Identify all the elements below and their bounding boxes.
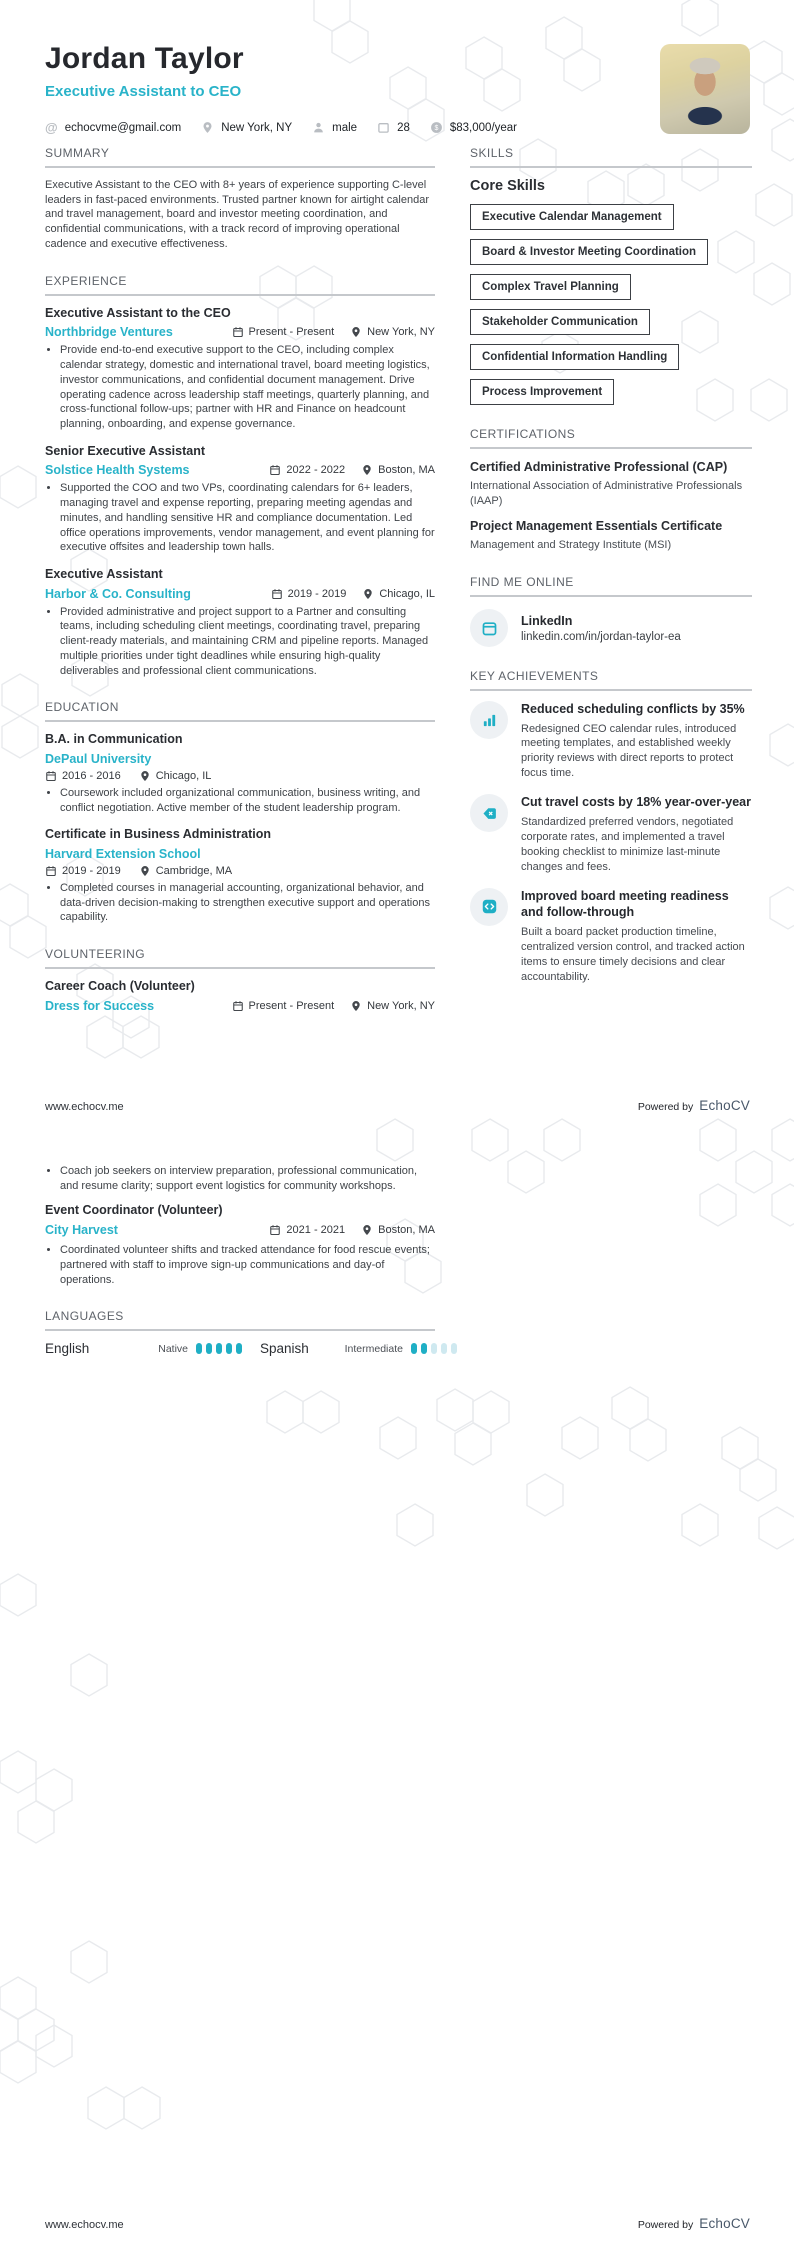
language-level-dots: [196, 1343, 242, 1354]
volunteering-location: Boston, MA: [361, 1224, 435, 1236]
experience-company-link[interactable]: Harbor & Co. Consulting: [45, 586, 191, 601]
experience-dates: Present - Present: [232, 326, 335, 338]
education-school-link[interactable]: DePaul University: [45, 751, 152, 766]
calendar-icon: [269, 464, 281, 476]
achievement-title: Cut travel costs by 18% year-over-year: [521, 795, 751, 810]
person-icon: [312, 121, 325, 134]
education-dates: 2019 - 2019: [45, 865, 121, 877]
section-heading-key-achievements: KEY ACHIEVEMENTS: [470, 669, 752, 691]
footer-brand-link[interactable]: EchoCV: [699, 1098, 750, 1113]
page-title: Jordan Taylor: [45, 42, 244, 75]
language-item: [45, 1341, 242, 1356]
section-heading-certifications: CERTIFICATIONS: [470, 427, 752, 449]
language-level-dots: [411, 1343, 457, 1354]
right-column: [470, 146, 752, 997]
contact-salary: $ $83,000/year: [430, 121, 517, 134]
page-footer: [45, 1098, 750, 1113]
calendar-icon: [45, 770, 57, 782]
section-heading-find-me-online: FIND ME ONLINE: [470, 575, 752, 597]
volunteering-item: [45, 1203, 435, 1287]
footer-brand-link[interactable]: EchoCV: [699, 2216, 750, 2231]
achievement-description: Redesigned CEO calendar rules, introduced meeting templates, and established weekly priority reviews with direct reports to protect focus time.: [521, 722, 737, 780]
contact-gender: male: [312, 121, 357, 134]
section-heading-skills: SKILLS: [470, 146, 752, 168]
education-bullet: • Completed courses in managerial accounting, organizational behavior, and data-driven decision-making to strengthen executive support and operations capability.: [60, 881, 435, 925]
svg-text:$: $: [434, 124, 439, 132]
experience-bullet: • Provide end-to-end executive support to the CEO, including complex calendar strategy, domestic and international travel, board meeting logistics, investor communications, and confidential document management. Drive operating cadence across leadership staff meetings, quarterly planning, and cross-functional follow-ups; partner with HR and Finance on headcount planning, onboarding, and expense governance.: [60, 343, 435, 431]
volunteering-title: Event Coordinator (Volunteer): [45, 1203, 223, 1218]
avatar: [660, 44, 750, 134]
education-bullet: • Coursework included organizational communication, business writing, and conflict negotiation. Active member of the student leadership program.: [60, 786, 435, 815]
left-column-page-2: [45, 1164, 435, 1356]
experience-item: [45, 444, 435, 555]
skill-chip: Stakeholder Communication: [470, 309, 650, 335]
location-pin-icon: [361, 464, 373, 476]
experience-location: Boston, MA: [361, 464, 435, 476]
footer-site-link[interactable]: www.echocv.me: [45, 2219, 124, 2231]
contact-row: [45, 120, 645, 135]
volunteering-title: Career Coach (Volunteer): [45, 979, 195, 994]
experience-title: Executive Assistant: [45, 567, 163, 581]
education-location: Chicago, IL: [139, 770, 212, 782]
code-icon: [470, 888, 508, 926]
online-profile-url[interactable]: linkedin.com/in/jordan-taylor-ea: [521, 630, 681, 643]
education-degree: B.A. in Communication: [45, 732, 183, 747]
contact-email: @ echocvme@gmail.com: [45, 120, 182, 135]
footer-powered-by: Powered by: [637, 1101, 694, 1113]
volunteering-location: New York, NY: [350, 1000, 435, 1012]
section-heading-summary: SUMMARY: [45, 146, 435, 168]
location-pin-icon: [350, 326, 362, 338]
footer-powered-by: Powered by: [637, 2219, 694, 2231]
page-footer: [45, 2216, 750, 2231]
volunteering-bullet: • Coordinated volunteer shifts and tracked attendance for food rescue events; partnered with staff to improve sign-up communications and day-of operations.: [60, 1243, 435, 1287]
experience-item: [45, 306, 435, 432]
volunteering-org-link[interactable]: Dress for Success: [45, 998, 155, 1013]
experience-company-link[interactable]: Northbridge Ventures: [45, 325, 173, 340]
certification-issuer: Management and Strategy Institute (MSI): [470, 539, 672, 552]
experience-dates: 2019 - 2019: [271, 588, 347, 600]
location-pin-icon: [362, 588, 374, 600]
achievement-description: Standardized preferred vendors, negotiated corporate rates, and implemented a travel booking checklist to minimize last-minute changes and fees.: [521, 815, 734, 873]
language-name: Spanish: [260, 1341, 309, 1357]
achievement-description: Built a board packet production timeline, centralized version control, and tracked action items to ensure timely decisions and clear accountability.: [521, 925, 745, 983]
certification-name: Project Management Essentials Certificate: [470, 518, 723, 533]
location-pin-icon: [201, 121, 214, 134]
experience-company-link[interactable]: Solstice Health Systems: [45, 463, 190, 478]
volunteering-bullet: • Coach job seekers on interview preparation, professional communication, and resume clarity; support event logistics for community workshops.: [60, 1164, 435, 1193]
calendar-icon: [271, 588, 283, 600]
experience-title: Executive Assistant to the CEO: [45, 305, 231, 320]
section-heading-experience: EXPERIENCE: [45, 274, 435, 296]
language-level: Native: [158, 1342, 188, 1355]
at-icon: @: [45, 120, 58, 135]
language-name: English: [45, 1341, 90, 1357]
skill-chip: Board & Investor Meeting Coordination: [470, 239, 708, 265]
skill-chip: Complex Travel Planning: [470, 274, 631, 300]
footer-site-link[interactable]: www.echocv.me: [45, 1101, 124, 1113]
salary-icon: [430, 121, 443, 134]
location-pin-icon: [350, 1000, 362, 1012]
experience-item: [45, 567, 435, 678]
achievement-item: [470, 701, 752, 781]
location-pin-icon: [139, 770, 151, 782]
experience-bullet: • Supported the COO and two VPs, coordinating calendars for 6+ leaders, managing travel and expense reporting, preparing meeting agendas and minutes, and handling sensitive HR and compliance documentation. Led office operations improvements, vendor management, and event planning for executive offsites and leadership town halls.: [60, 481, 435, 555]
language-item: [260, 1341, 457, 1356]
education-school-link[interactable]: Harvard Extension School: [45, 847, 201, 862]
education-degree: Certificate in Business Administration: [45, 827, 271, 842]
achievement-item: [470, 794, 752, 874]
volunteering-org-link[interactable]: City Harvest: [45, 1223, 118, 1238]
summary-text: Executive Assistant to the CEO with 8+ years of experience supporting C-level leaders in fast-paced environments. Trusted partner known for airtight calendar and travel management, board and investor meeting coordination, and confidential communications, with a track record of improving operational cadence and executive effectiveness.: [45, 179, 429, 250]
calendar-icon: [377, 121, 390, 134]
header: [45, 42, 645, 135]
section-heading-languages: LANGUAGES: [45, 1309, 435, 1331]
certification-issuer: International Association of Administrative Professionals (IAAP): [470, 480, 743, 508]
experience-location: New York, NY: [350, 326, 435, 338]
certification-item: [470, 459, 752, 509]
left-column: [45, 146, 435, 1017]
skill-chip: Confidential Information Handling: [470, 344, 679, 370]
education-item: [45, 732, 435, 815]
skill-chip: Executive Calendar Management: [470, 204, 674, 230]
experience-location: Chicago, IL: [362, 588, 435, 600]
certification-item: [470, 518, 752, 553]
section-heading-education: EDUCATION: [45, 700, 435, 722]
languages-grid: [45, 1341, 457, 1356]
calendar-icon: [269, 1224, 281, 1236]
calendar-icon: [232, 1000, 244, 1012]
achievement-title: Reduced scheduling conflicts by 35%: [521, 702, 745, 717]
job-title-subtitle: Executive Assistant to CEO: [45, 83, 242, 100]
volunteering-dates: Present - Present: [232, 1000, 335, 1012]
achievement-title: Improved board meeting readiness and follow-through: [521, 888, 729, 920]
certification-name: Certified Administrative Professional (CAP): [470, 460, 728, 474]
contact-location: New York, NY: [201, 121, 292, 134]
location-pin-icon: [139, 865, 151, 877]
experience-title: Senior Executive Assistant: [45, 443, 206, 458]
location-pin-icon: [361, 1224, 373, 1236]
education-item: [45, 827, 435, 925]
experience-dates: 2022 - 2022: [269, 464, 345, 476]
tag-icon: [470, 794, 508, 832]
online-profile-row: [470, 609, 752, 647]
education-dates: 2016 - 2016: [45, 770, 121, 782]
volunteering-item: [45, 979, 435, 1013]
experience-bullet: • Provided administrative and project support to a Partner and consulting teams, including scheduling client meetings, coordinating travel, preparing client-ready materials, and maintaining CRM and pipeline reports. Managed multiple priorities under tight deadlines while ensuring high-quality deliverables and professional client communications.: [60, 605, 435, 679]
skills-group-title: Core Skills: [470, 178, 545, 194]
skill-chip: Process Improvement: [470, 379, 614, 405]
volunteering-dates: 2021 - 2021: [269, 1224, 345, 1236]
achievement-item: [470, 888, 752, 985]
section-heading-volunteering: VOLUNTEERING: [45, 947, 435, 969]
contact-age: 28: [377, 121, 410, 134]
education-location: Cambridge, MA: [139, 865, 232, 877]
calendar-icon: [232, 326, 244, 338]
linkedin-calendar-icon: [470, 609, 508, 647]
calendar-icon: [45, 865, 57, 877]
bar-chart-icon: [470, 701, 508, 739]
language-level: Intermediate: [344, 1342, 403, 1355]
online-profile-label: LinkedIn: [521, 613, 573, 628]
